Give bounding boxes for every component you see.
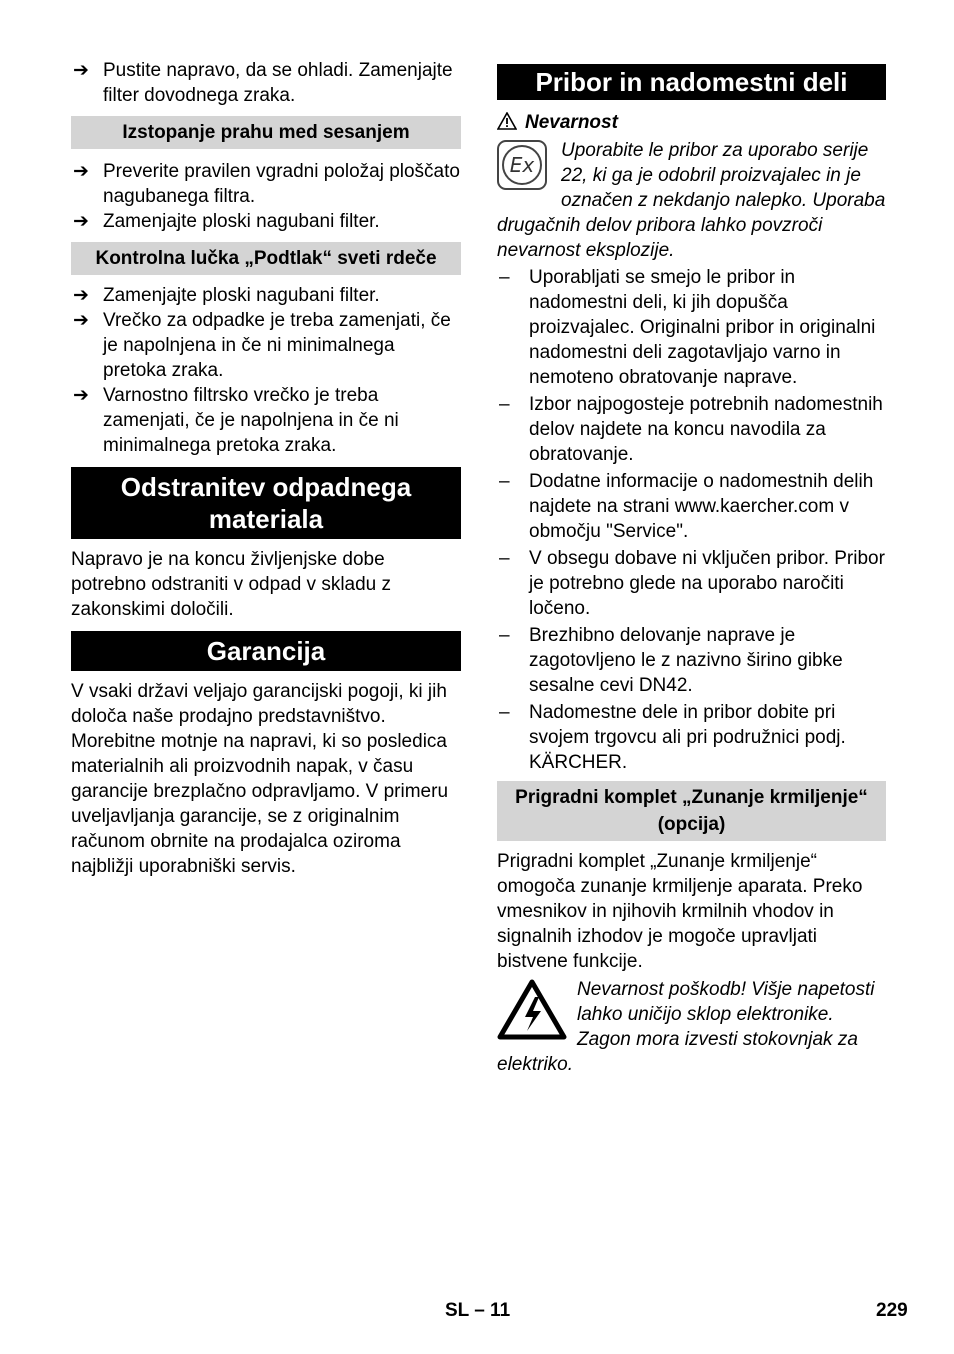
dash-list-item: [497, 700, 886, 775]
section-heading-accessories: Pribor in nadomestni deli: [497, 64, 886, 100]
list-item-text: Preverite pravilen vgradni položaj ploščato nagubanega filtra.: [103, 161, 460, 207]
high-voltage-icon: [497, 979, 567, 1041]
dash-bullet: –: [499, 625, 510, 646]
dash-item-text: Izbor najpogosteje potrebnih nadomestnih delov najdete na koncu navodila za obratovanje.: [529, 394, 883, 465]
section-heading-external-control: Prigradni komplet „Zunanje krmiljenje“ (opcija): [497, 781, 886, 841]
section-heading-warranty: Garancija: [71, 631, 461, 671]
external-control-text: Prigradni komplet „Zunanje krmiljenje“ omogoča zunanje krmiljenje aparata. Preko vmesnikov in njihovih krmilnih vhodov in signalnih izhodov je mogoče upravljati bistvene funkcije.: [497, 851, 863, 972]
dash-item-text: Brezhibno delovanje naprave je zagotovljeno le z nazivno širino gibke sesalne cevi DN42.: [529, 625, 843, 696]
arrow-right-icon: ➔: [73, 161, 89, 182]
list-item-text: Vrečko za odpadke je treba zamenjati, če je napolnjena in če ni minimalnega pretoka zraka.: [103, 310, 451, 381]
arrow-right-icon: ➔: [73, 60, 89, 81]
danger-line: [497, 110, 886, 135]
arrow-right-icon: ➔: [73, 385, 89, 406]
list-item: [71, 283, 461, 308]
danger-label: Nevarnost: [525, 112, 618, 133]
section-heading-lamp: Kontrolna lučka „Podtlak“ sveti rdeče: [71, 242, 461, 275]
dash-bullet: –: [499, 267, 510, 288]
disposal-text: Napravo je na koncu življenjske dobe potrebno odstraniti v odpad v skladu z zakonskimi določili.: [71, 549, 392, 620]
dash-bullet: –: [499, 471, 510, 492]
dash-list-item: [497, 392, 886, 467]
voltage-warning-text: Nevarnost poškodb! Višje napetosti lahko uničijo sklop elektronike. Zagon mora izvesti stokovnjak za elektriko.: [497, 979, 875, 1075]
accessory-dash-list: [497, 265, 886, 775]
dash-list-item: [497, 546, 886, 621]
dash-item-text: Dodatne informacije o nadomestnih delih najdete na strani www.kaercher.com v območju "Service".: [529, 471, 874, 542]
dust-list: [71, 159, 461, 234]
list-item: [71, 58, 461, 108]
left-column: [71, 58, 461, 879]
dash-list-item: [497, 623, 886, 698]
ex-symbol: Ex: [502, 145, 542, 185]
list-item: [71, 159, 461, 209]
intro-list: [71, 58, 461, 108]
arrow-right-icon: ➔: [73, 285, 89, 306]
page-number: 229: [876, 1300, 908, 1321]
ex-warning: [497, 138, 886, 263]
list-item-text: Zamenjajte ploski nagubani filter.: [103, 285, 380, 306]
voltage-warning: [497, 977, 886, 1077]
ex-warning-text: Uporabite le pribor za uporabo serije 22, ki ga je odobril proizvajalec in je označen z nekdanjo nalepko. Uporaba drugačnih delov pribora lahko povzroči nevarnost eksplozije.: [497, 140, 886, 261]
warranty-text: V vsaki državi veljajo garancijski pogoji, ki jih določa naše prodajno predstavništvo. Morebitne motnje na napravi, ki so posledica materialnih ali proizvodnih napak, v času garancije brezplačno odpravljamo. V primeru uveljavljanja garancije, se z originalnim računom obrnite na prodajalca oziroma najbližji uporabniški servis.: [71, 681, 449, 877]
right-column: [497, 64, 886, 1077]
list-item-text: Zamenjajte ploski nagubani filter.: [103, 211, 380, 232]
arrow-right-icon: ➔: [73, 310, 89, 331]
dash-item-text: V obsegu dobave ni vključen pribor. Pribor je potrebno glede na uporabo naročiti ločeno.: [529, 548, 885, 619]
dash-bullet: –: [499, 702, 510, 723]
warning-triangle-icon: [497, 112, 517, 130]
lamp-list: [71, 283, 461, 458]
explosion-protection-icon: [497, 140, 547, 190]
list-item-text: Varnostno filtrsko vrečko je treba zamenjati, če je napolnjena in če ni minimalnega pretoka zraka.: [103, 385, 399, 456]
list-item: [71, 383, 461, 458]
section-heading-dust: Izstopanje prahu med sesanjem: [71, 116, 461, 149]
list-item-text: Pustite napravo, da se ohladi. Zamenjajte filter dovodnega zraka.: [103, 60, 453, 106]
dash-list-item: [497, 265, 886, 390]
footer-language-page: SL – 11: [445, 1300, 511, 1321]
dash-item-text: Uporabljati se smejo le pribor in nadomestni deli, ki jih dopušča proizvajalec. Originalni pribor in originalni nadomestni deli zagotavljajo varno in nemoteno obratovanje naprave.: [529, 267, 876, 388]
section-heading-disposal: Odstranitev odpadnega materiala: [71, 467, 461, 539]
dash-bullet: –: [499, 394, 510, 415]
arrow-right-icon: ➔: [73, 211, 89, 232]
dash-list-item: [497, 469, 886, 544]
dash-item-text: Nadomestne dele in pribor dobite pri svojem trgovcu ali pri podružnici podj. KÄRCHER.: [529, 702, 846, 773]
dash-bullet: –: [499, 548, 510, 569]
list-item: [71, 308, 461, 383]
list-item: [71, 209, 461, 234]
